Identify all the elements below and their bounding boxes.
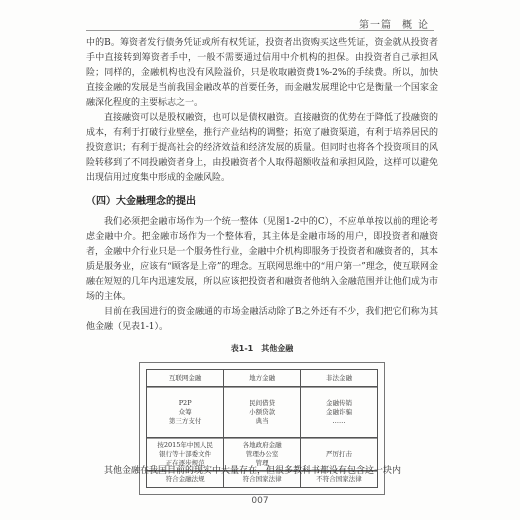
cell-line: …… [332,416,346,425]
cell-line: 民间借贷 [249,398,276,407]
cell-line: 典当 [255,416,269,425]
cell-line: 管理 [255,458,269,467]
table-row [147,387,378,438]
table-caption: 表1-1 其他金融 [230,344,294,353]
cell-line: 管理办公室 [245,449,279,458]
header-internet-finance: 互联网金融 [147,370,224,387]
cell-line: 银行等十部委文件 [159,449,212,458]
cell-line: P2P [178,398,192,407]
header-illegal-finance: 非法金融 [300,370,377,387]
cell-line: 众筹 [178,407,192,416]
paragraph-3: 我们必须把金融市场作为一个统一整体（见图1-2中的C），不应单单按以前的理论考虑金融中介。把金融市场作为一个整体看，其主体是金融市场的用户，即投资者和融资者，金融中介行业只是一个服务性行业，金融中介机构即服务于投资者和融资者的，其本质是服务业，应该有“顾客是上帝”的理念。互联网思维中的“用户第一”理念，使互联网金融在短短的几年内迅速发展，所以应该把投资者和融资者他纳入金融范围并让他们成为市场的主体。 [86,217,438,302]
table-cell [147,387,224,438]
paragraph-1: 中的B。筹资者发行债务凭证或所有权凭证，投资者出资购买这些凭证，资金就从投资者手中直接转到筹资者手中，一般不需要通过信用中介机构的担保。由投资者自己承担风险；同样的，金融机构也没有风险溢价，只是收取融资费1%-2%的手续费。所以，加快直接金融的发展是当前我国金融改革的首要任务，而金融发展理论中它是衡量一个国家金融深化程度的主要标志之一。 [86,38,438,108]
cell-line: 金融传销 [325,398,352,407]
cell-line: 小额贷款 [249,407,276,416]
page-number: 007 [251,496,269,506]
cell-line: 第三方支付 [168,416,202,425]
paragraph-2: 直接融资可以是股权融资，也可以是债权融资。直接融资的优势在于降低了投融资的成本，有利于打破行业壁垒，推行产业结构的调整；拓宽了融资渠道，有利于培养居民的投资意识；有利于提高社会的经济效益和经济发展的质量。但同时也将各个投资项目的风险转移到了不同投融资者身上，由投融资者个人取得超额收益和承担风险，这样可以避免出现信用过度集中形成的金融风险。 [86,113,438,183]
paragraph-4: 目前在我国进行的资金融通的市场金融活动除了B之外还有不少，我们把它们称为其他金融（见表1-1）。 [86,307,438,332]
table-cell: 不符合国家法律 [300,471,377,488]
cell-line: 各地政府金融 [242,440,282,449]
running-head-rule [86,30,434,31]
running-head-part: 第一篇 [359,20,392,31]
table-cell [300,387,377,438]
table-cell: 符合金融法规 [147,471,224,488]
table-cell [224,387,301,438]
table-cell: 符合国家法律 [224,471,301,488]
cell-line: 严厉打击 [325,449,352,458]
body-text [86,36,438,495]
cell-line: 金融诈骗 [325,407,352,416]
running-head-chapter: 概论 [402,20,434,31]
paragraph-5: 其他金融在我国目前的现实中大量存在，但很多教科书都没有包含这一块内 [104,466,402,476]
section-heading: （四）大金融理念的提出 [86,196,196,207]
running-head [359,16,434,31]
cell-line: 按2015年中国人民 [157,440,213,449]
header-local-finance: 地方金融 [224,370,301,387]
table-header-row [147,370,378,387]
cell-line: 正在逐步规范 [165,458,205,467]
